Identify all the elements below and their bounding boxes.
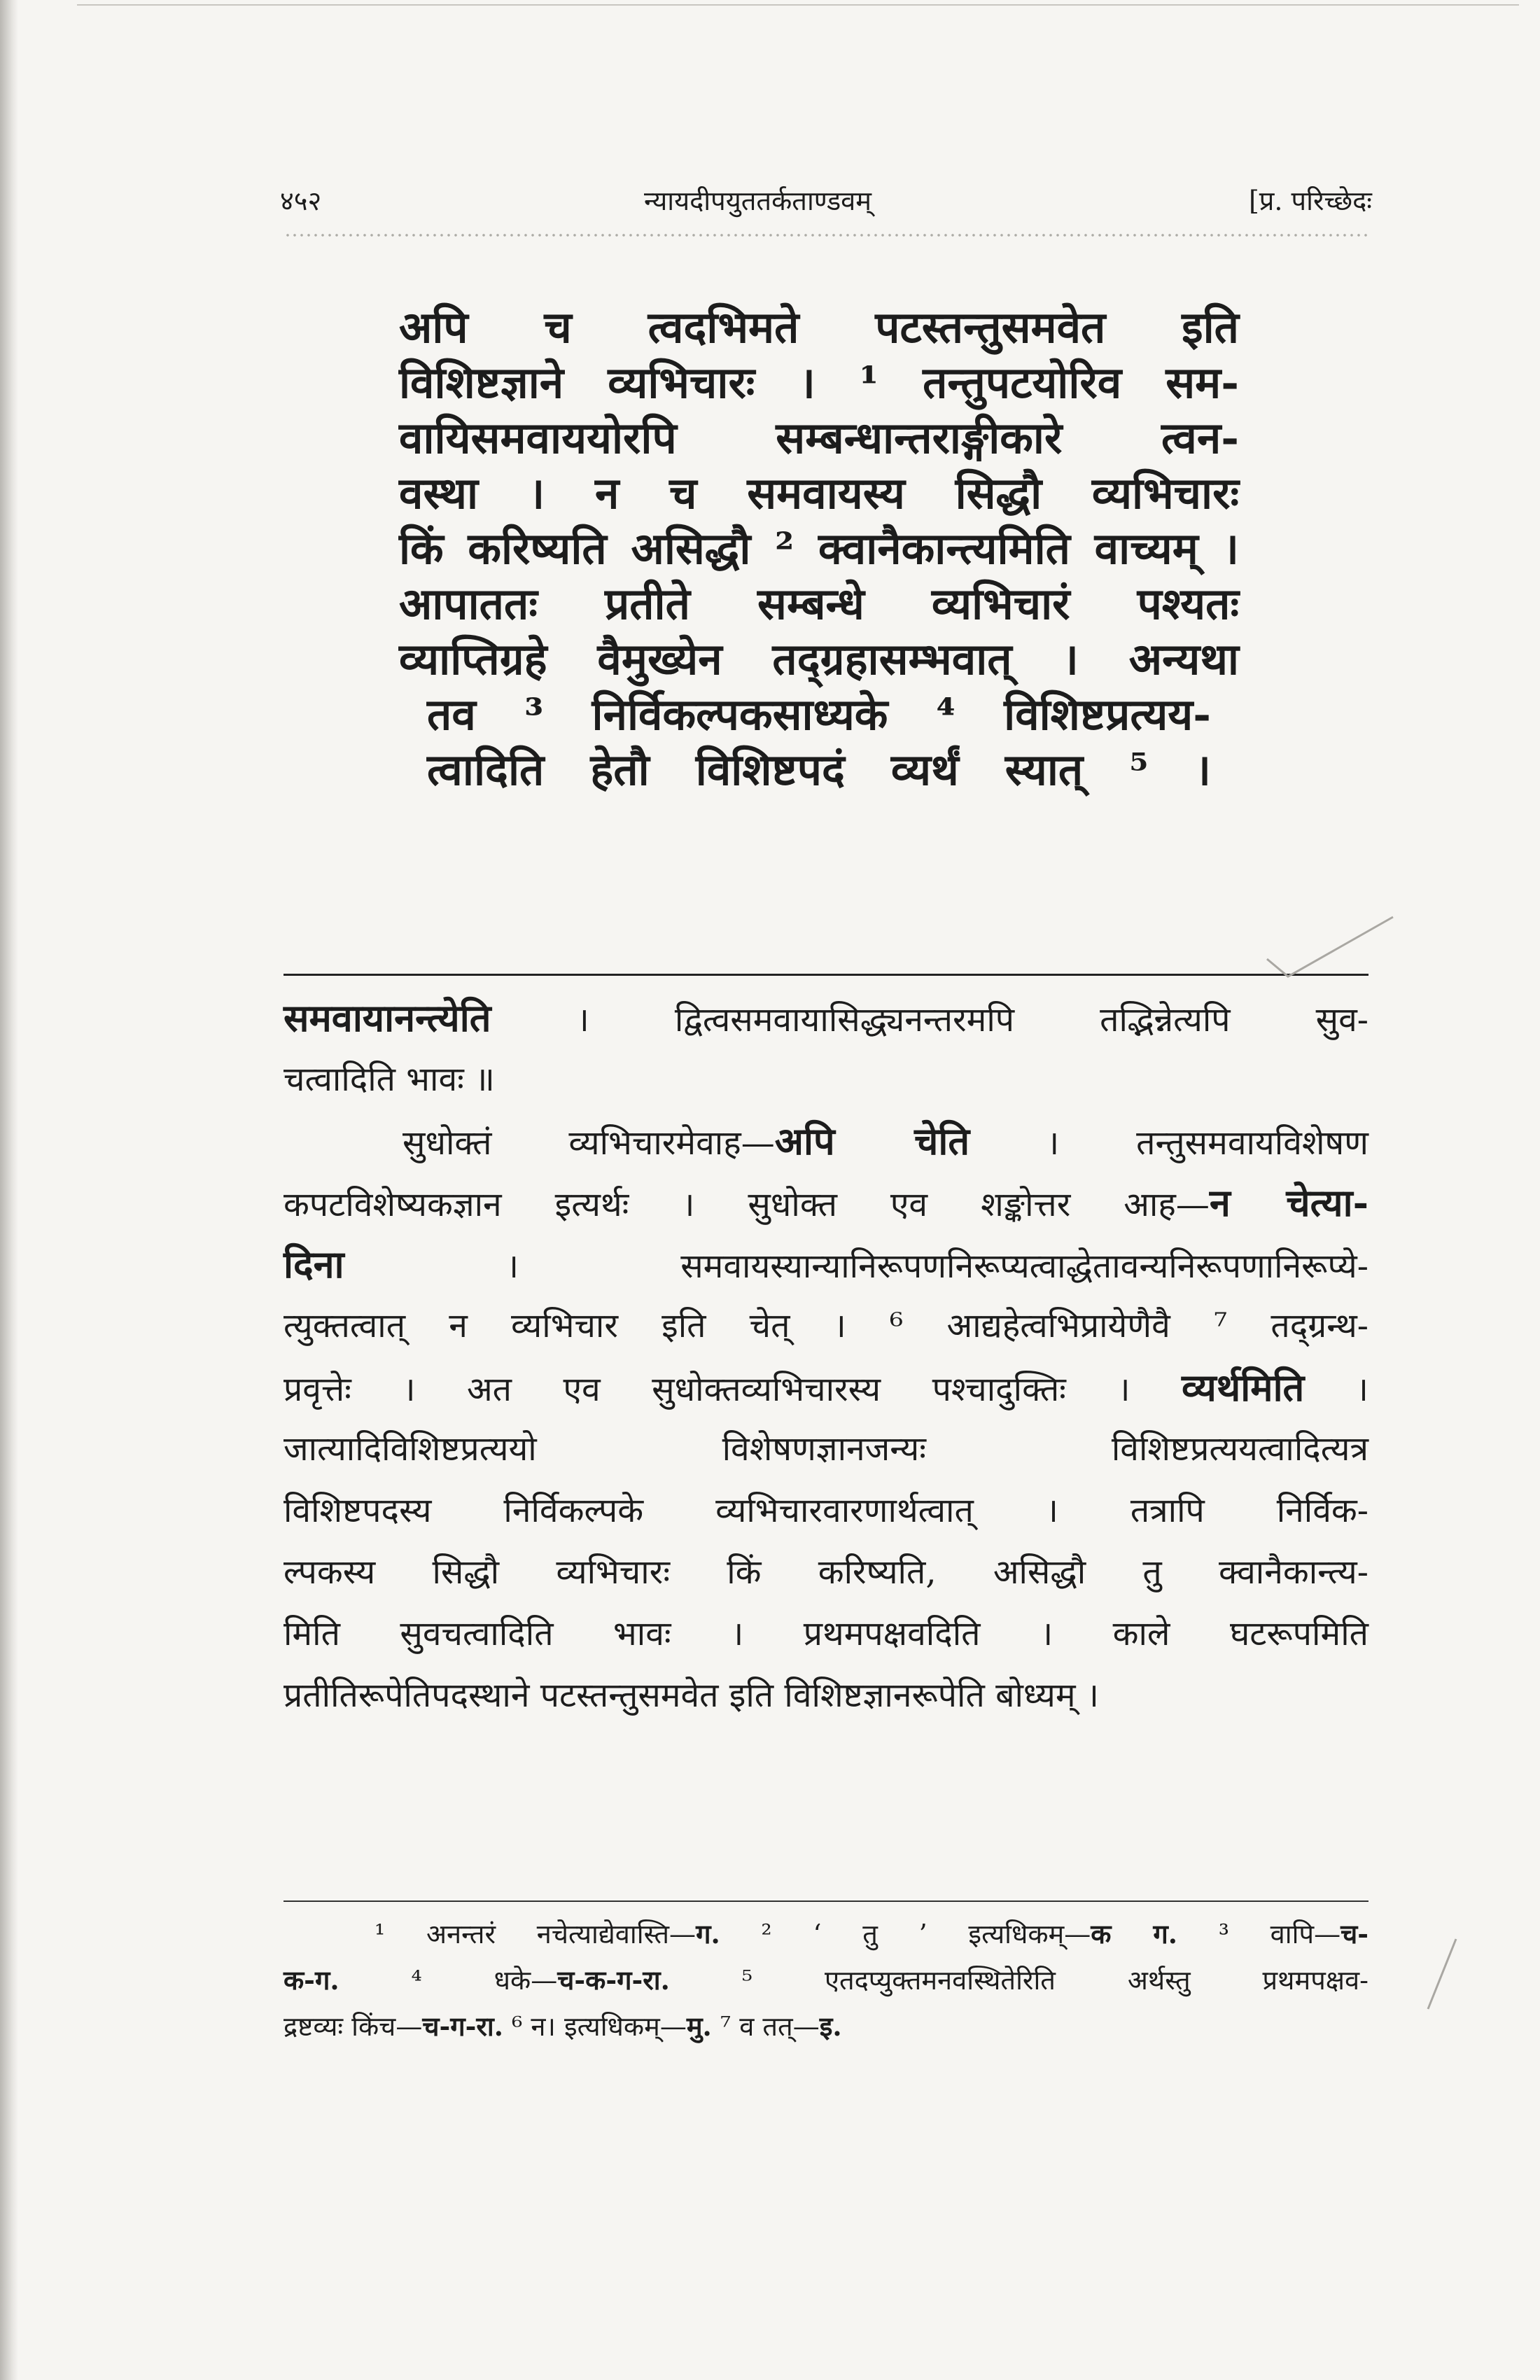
- commentary-span: प्रवृत्तेः । अत एव सुधोक्तव्यभिचारस्य पश्चादुक्तिः ।: [284, 1370, 1182, 1409]
- pencil-tick-mark: [1260, 910, 1400, 987]
- commentary-span: कपटविशेष्यकज्ञान इत्यर्थः । सुधोक्त एव शङ्कोत्तर आह—: [284, 1185, 1210, 1224]
- commentary-line: [284, 1110, 1368, 1172]
- commentary-line: [284, 1049, 1368, 1110]
- commentary-span: विशिष्टपदस्य निर्विकल्पके व्यभिचारवारणार्थत्वात् । तत्रापि निर्विक-: [284, 1491, 1368, 1530]
- page-binding-edge: [0, 0, 18, 2380]
- commentary-span: जात्यादिविशिष्टप्रत्ययो विशेषणज्ञानजन्यः विशिष्टप्रत्ययत्वादित्यत्र: [284, 1429, 1368, 1469]
- section-label: [प्र. परिच्छेदः: [1248, 186, 1372, 216]
- mula-line: किं करिष्यति असिद्धौ ² क्वानैकान्त्यमिति वाच्यम् ।: [399, 523, 1239, 574]
- page-number: ४५२: [280, 186, 322, 216]
- mula-text: [399, 301, 1239, 799]
- footnote-siglum: च-: [1340, 1918, 1368, 1949]
- mula-line: अपि च त्वदभिमते पटस्तन्तुसमवेत इति: [399, 302, 1239, 353]
- commentary-span: त्युक्तत्वात् न व्यभिचार इति चेत् । ⁶ आद्यहेत्वभिप्रायेणैवै ⁷ तद्ग्रन्थ-: [284, 1306, 1368, 1345]
- footnote-siglum: च-क-ग-रा.: [557, 1964, 670, 1996]
- commentary-keyword: दिना: [284, 1242, 344, 1287]
- mula-line: वस्था । न च समवायस्य सिद्धौ व्यभिचारः: [399, 468, 1239, 519]
- running-title: न्यायदीपयुततर्कताण्डवम्: [644, 186, 872, 216]
- commentary-span: चत्वादिति भावः ॥: [284, 1060, 495, 1099]
- commentary-span: प्रतीतिरूपेतिपदस्थाने पटस्तन्तुसमवेत इति विशिष्टज्ञानरूपेति बोध्यम् ।: [284, 1676, 1099, 1715]
- footnote-span: ¹ अनन्तरं नचेत्याद्येवास्ति—: [374, 1919, 696, 1949]
- mula-line: व्याप्तिग्रहे वैमुख्येन तद्ग्रहासम्भवात् । अन्यथा: [399, 634, 1239, 685]
- commentary-keyword: अपि चेति: [774, 1119, 970, 1163]
- commentary-line: [284, 1357, 1368, 1418]
- footnote-line: [284, 1957, 1368, 2003]
- commentary-span: सुधोक्तं व्यभिचारमेवाह—: [402, 1124, 775, 1163]
- footnote-siglum: इ.: [819, 2010, 842, 2042]
- footnote-span: ² ‘ तु ’ इत्यधिकम्—: [720, 1919, 1091, 1949]
- mula-line: आपाततः प्रतीते सम्बन्धे व्यभिचारं पश्यतः: [399, 578, 1239, 629]
- footnotes: [284, 1911, 1368, 2050]
- footnote-span: ⁴ धके—: [339, 1965, 558, 1996]
- wavy-rule: [284, 231, 1368, 239]
- commentary-line: [284, 1541, 1368, 1603]
- footnote-siglum: क-ग.: [284, 1964, 340, 1996]
- footnote-span: ⁵ एतदप्युक्तमनवस्थितेरिति अर्थस्तु प्रथमपक्षव-: [669, 1965, 1368, 1996]
- commentary-span: ल्पकस्य सिद्धौ व्यभिचारः किं करिष्यति, असिद्धौ तु क्वानैकान्त्य-: [284, 1553, 1368, 1592]
- commentary-keyword: न चेत्या-: [1209, 1180, 1368, 1225]
- footnote-span: द्रष्टव्यः किंच—: [284, 2011, 423, 2042]
- footnote-siglum: च-ग-रा.: [422, 2010, 504, 2042]
- commentary-span: । तन्तुसमवायविशेषण: [969, 1124, 1368, 1163]
- commentary-span: मिति सुवचत्वादिति भावः । प्रथमपक्षवदिति । काले घटरूपमिति: [284, 1614, 1368, 1653]
- footnote-span: ⁶ न। इत्यधिकम्—: [503, 2011, 687, 2042]
- mula-line: वायिसमवाययोरपि सम्बन्धान्तराङ्गीकारे त्वन-: [399, 412, 1239, 463]
- commentary-line: [284, 1295, 1368, 1357]
- commentary-keyword: समवायानन्त्येति: [284, 995, 491, 1040]
- commentary-keyword: व्यर्थमिति: [1182, 1365, 1305, 1410]
- footnote-siglum: मु.: [686, 2010, 712, 2042]
- commentary-span: । द्वित्वसमवायासिद्ध्यनन्तरमपि तद्भिन्नेत्यपि सुव-: [491, 1000, 1368, 1040]
- commentary-text: [284, 987, 1368, 1726]
- footnote-siglum: ग.: [696, 1918, 720, 1949]
- commentary-span: । समवायस्यान्यानिरूपणनिरूप्यत्वाद्धेतावन्यनिरूपणानिरूप्ये-: [344, 1247, 1368, 1286]
- mula-line: त्वादिति हेतौ विशिष्टपदं व्यर्थं स्यात् ⁵ ।: [427, 744, 1211, 795]
- text-divider: [284, 974, 1368, 976]
- mula-line: विशिष्टज्ञाने व्यभिचारः । ¹ तन्तुपटयोरिव सम-: [399, 357, 1239, 408]
- page-top-edge: [77, 4, 1519, 6]
- footnote-span: ⁷ व तत्—: [711, 2011, 820, 2042]
- commentary-span: ।: [1304, 1370, 1368, 1409]
- footnote-siglum: क ग.: [1091, 1918, 1177, 1949]
- commentary-line: [284, 1603, 1368, 1665]
- commentary-line: [284, 1665, 1368, 1726]
- footnote-line: [284, 1911, 1368, 1957]
- footnote-span: ³ वापि—: [1177, 1919, 1341, 1949]
- commentary-line: [284, 1233, 1368, 1295]
- mula-line: तव ³ निर्विकल्पकसाध्यके ⁴ विशिष्टप्रत्यय-: [427, 689, 1211, 740]
- commentary-line: [284, 987, 1368, 1049]
- running-head: [280, 175, 1372, 224]
- commentary-line: [284, 1418, 1368, 1480]
- pencil-margin-mark: [1421, 1932, 1463, 2016]
- footnote-line: [284, 2003, 1368, 2050]
- commentary-line: [284, 1480, 1368, 1541]
- footnote-divider: [284, 1900, 1368, 1902]
- commentary-line: [284, 1172, 1368, 1233]
